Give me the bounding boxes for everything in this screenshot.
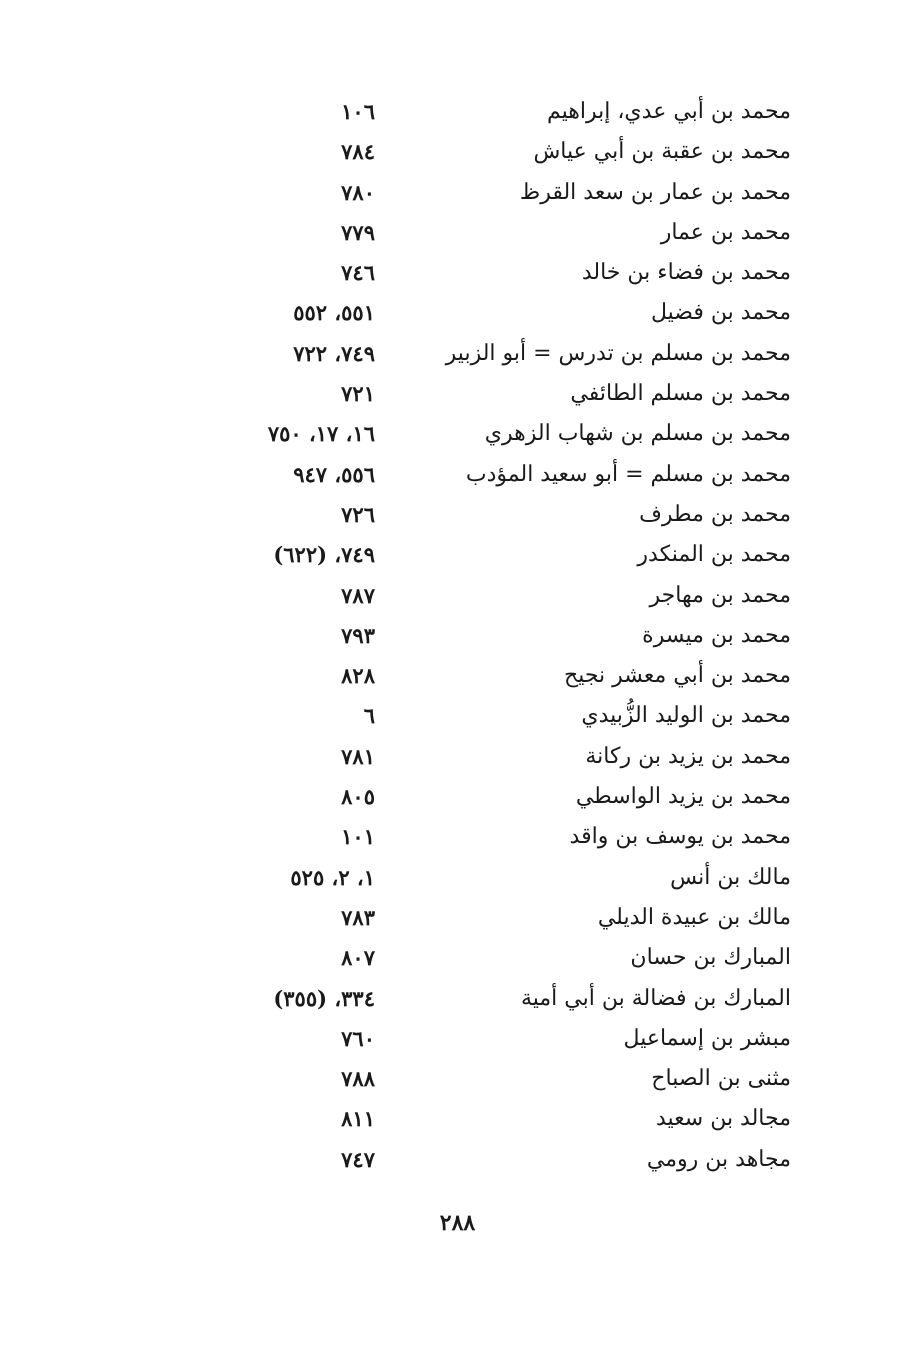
entry-name: مالك بن عبيدة الديلي [597, 904, 791, 930]
entry-name: المبارك بن حسان [630, 945, 791, 971]
entry-references: ٦ [363, 703, 375, 729]
index-entry [0, 173, 915, 213]
entry-references: ٨٠٧ [341, 945, 375, 971]
entry-name: مالك بن أنس [670, 864, 791, 890]
entry-references: ٧٧٩ [341, 219, 375, 245]
entry-name: محمد بن فضيل [650, 300, 791, 326]
entry-name: محمد بن يزيد الواسطي [575, 784, 791, 810]
entry-name: محمد بن يوسف بن واقد [569, 824, 791, 850]
entry-references: ١٠١ [341, 824, 375, 850]
entry-name: محمد بن عمار [660, 219, 791, 245]
entry-name: محمد بن مطرف [639, 501, 791, 527]
index-list [0, 92, 915, 1180]
index-entry [0, 938, 915, 978]
entry-references: ٥٥١، ٥٥٢ [293, 300, 375, 326]
entry-references: ١٠٦ [341, 99, 375, 124]
index-entry [0, 334, 915, 374]
entry-name: محمد بن عقبة بن أبي عياش [533, 139, 791, 165]
entry-name: مجالد بن سعيد [655, 1106, 791, 1132]
entry-name: محمد بن أبي عدي، إبراهيم [546, 99, 791, 124]
entry-name: محمد بن عمار بن سعد القرظ [519, 179, 791, 205]
index-entry [0, 414, 915, 454]
index-entry [0, 374, 915, 414]
entry-references: ٨٢٨ [341, 663, 375, 689]
index-entry [0, 817, 915, 857]
entry-name: مثنى بن الصباح [651, 1066, 791, 1092]
index-entry [0, 92, 915, 132]
entry-name: محمد بن يزيد بن ركانة [585, 743, 791, 769]
entry-references: ٧٨٠ [341, 179, 375, 205]
entry-name: محمد بن مهاجر [649, 582, 791, 608]
index-entry [0, 696, 915, 736]
entry-name: محمد بن مسلم = أبو سعيد المؤدب [465, 461, 791, 487]
index-entry [0, 253, 915, 293]
index-entry [0, 213, 915, 253]
index-entry [0, 616, 915, 656]
entry-references: ٧٤٧ [341, 1146, 375, 1172]
index-entry [0, 898, 915, 938]
entry-references: ٨٠٥ [341, 784, 375, 810]
entry-name: محمد بن مسلم الطائفي [570, 381, 791, 407]
entry-references: ٣٣٤، (٣٥٥) [273, 985, 375, 1011]
index-entry [0, 1099, 915, 1139]
index-entry [0, 132, 915, 172]
entry-name: محمد بن ميسرة [642, 622, 791, 648]
entry-references: ٧٨٤ [341, 139, 375, 165]
entry-references: ٥٥٦، ٩٤٧ [293, 461, 375, 487]
page-number: ٢٨٨ [439, 1210, 476, 1236]
entry-name: محمد بن فضاء بن خالد [581, 260, 791, 286]
entry-references: ١، ٢، ٥٢٥ [290, 864, 375, 890]
index-entry [0, 656, 915, 696]
index-entry [0, 777, 915, 817]
entry-references: ٧٨٣ [341, 904, 375, 930]
entry-name: المبارك بن فضالة بن أبي أمية [520, 985, 791, 1011]
index-entry [0, 576, 915, 616]
entry-references: ٧٩٣ [341, 622, 375, 648]
entry-name: مجاهد بن رومي [646, 1146, 791, 1172]
entry-name: محمد بن أبي معشر نجيح [564, 663, 791, 689]
entry-references: ٧٦٠ [341, 1025, 375, 1051]
entry-references: ٧٤٦ [341, 260, 375, 286]
entry-name: محمد بن مسلم بن تدرس = أبو الزبير [445, 340, 791, 366]
entry-name: محمد بن المنكدر [637, 542, 791, 568]
index-entry [0, 1019, 915, 1059]
entry-name: محمد بن مسلم بن شهاب الزهري [484, 421, 791, 447]
index-entry [0, 858, 915, 898]
entry-references: ٧٤٩، (٦٢٢) [273, 542, 375, 568]
entry-references: ٧٨٨ [341, 1066, 375, 1092]
entry-references: ١٦، ١٧، ٧٥٠ [267, 421, 375, 447]
index-entry [0, 535, 915, 575]
index-entry [0, 495, 915, 535]
entry-name: محمد بن الوليد الزُّبيدي [581, 703, 791, 729]
index-entry [0, 1059, 915, 1099]
entry-references: ٧٨٧ [341, 582, 375, 608]
entry-name: مبشر بن إسماعيل [623, 1025, 791, 1051]
entry-references: ٧٨١ [341, 743, 375, 769]
entry-references: ٨١١ [341, 1106, 375, 1132]
index-entry [0, 293, 915, 333]
entry-references: ٧٢٦ [341, 501, 375, 527]
index-entry [0, 455, 915, 495]
entry-references: ٧٢١ [341, 381, 375, 407]
index-entry [0, 737, 915, 777]
index-entry [0, 979, 915, 1019]
entry-references: ٧٤٩، ٧٢٢ [293, 340, 375, 366]
index-entry [0, 1140, 915, 1180]
